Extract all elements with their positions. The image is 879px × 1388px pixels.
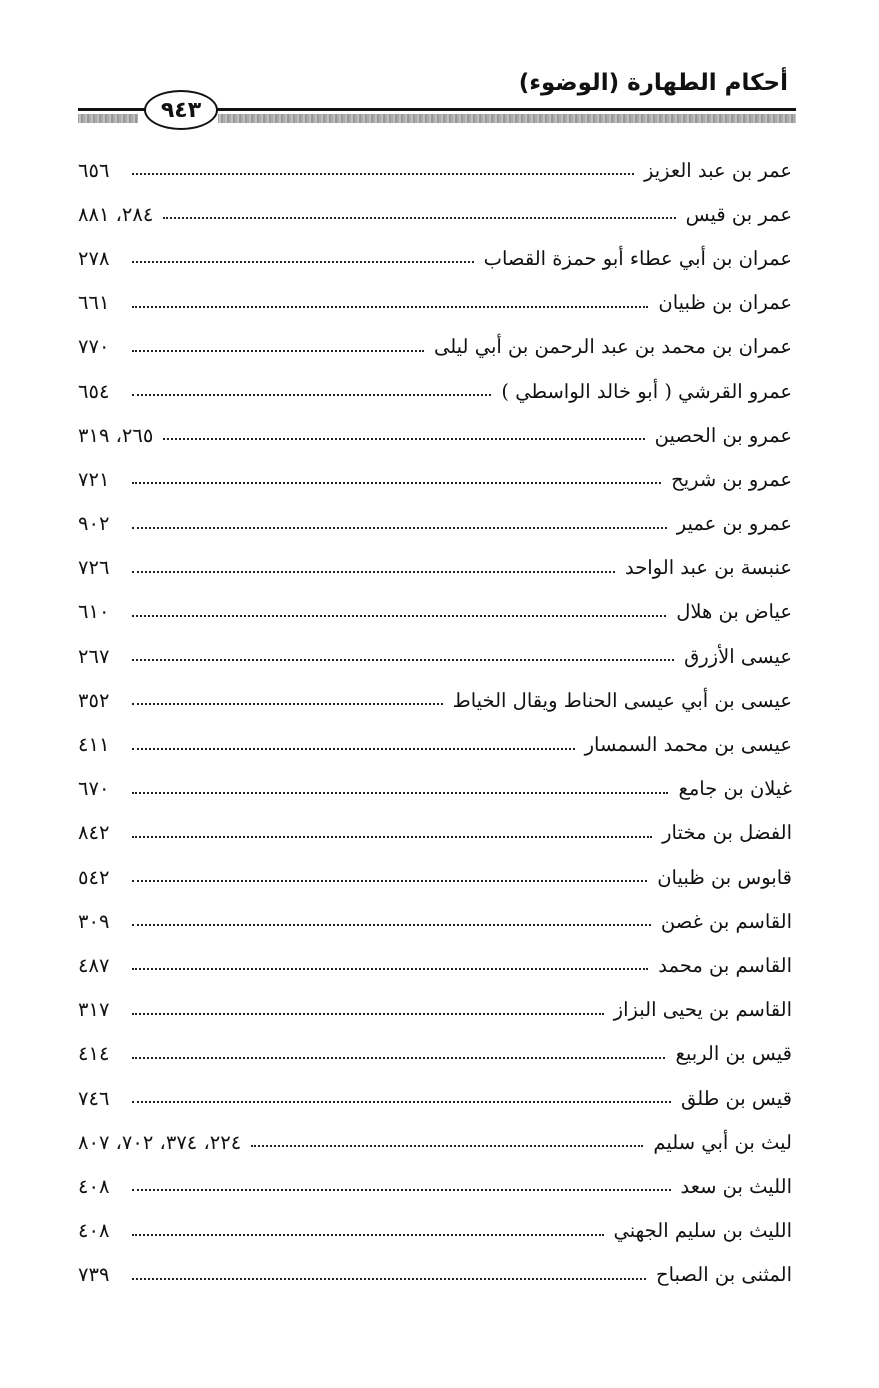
entry-pages: ٢٢٤، ٣٧٤، ٧٠٢، ٨٠٧ [78,1130,242,1154]
index-entry [78,988,792,1032]
entry-name: عمران بن محمد بن عبد الرحمن بن أبي ليلى [433,335,792,359]
dot-leader [132,615,666,617]
index-entry [78,855,792,899]
book-title: أحكام الطهارة (الوضوء) [518,70,788,96]
index-entry [78,369,792,413]
entry-pages: ٧٤٦ [78,1086,110,1110]
index-entry [78,502,792,546]
entry-pages: ٤١١ [78,733,110,757]
dot-leader [132,1189,671,1191]
index-entry [78,899,792,943]
entry-pages: ٢٧٨ [78,246,110,270]
entry-name: عمران بن ظبيان [658,291,792,315]
index-entry [78,1209,792,1253]
entry-name: القاسم بن غصن [660,909,792,933]
dot-leader [163,438,644,440]
dot-leader [132,527,667,529]
index-entry [78,1164,792,1208]
entry-name: غيلان بن جامع [678,777,792,801]
entry-pages: ٢٦٧ [78,644,110,668]
entry-name: عمر بن عبد العزيز [643,158,792,182]
index-entry [78,546,792,590]
entry-pages: ٢٨٤، ٨٨١ [78,202,154,226]
index-entry [78,1032,792,1076]
dot-leader [132,1234,604,1236]
entry-name: قابوس بن ظبيان [657,865,792,889]
index-entry [78,148,792,192]
entry-pages: ٤١٤ [78,1042,110,1066]
index-entry [78,678,792,722]
page-header [78,62,796,132]
entry-pages: ٢٦٥، ٣١٩ [78,423,154,447]
entry-name: عيسى الأزرق [684,644,792,668]
dot-leader [132,968,648,970]
entry-name: عياض بن هلال [676,600,792,624]
entry-pages: ٩٠٢ [78,512,110,536]
entry-name: القاسم بن يحيى البزاز [613,998,792,1022]
dot-leader [163,217,675,219]
index-entry [78,1120,792,1164]
header-rule-shaded-left [78,114,138,123]
entry-pages: ٧٧٠ [78,335,110,359]
entry-name: عيسى بن أبي عيسى الحناط ويقال الخياط [452,688,792,712]
dot-leader [132,306,648,308]
entry-pages: ٦٦١ [78,291,110,315]
dot-leader [132,571,615,573]
dot-leader [132,703,443,705]
entry-pages: ٧٢١ [78,467,110,491]
entry-pages: ٣٠٩ [78,909,110,933]
entry-name: عمرو بن الحصين [654,423,792,447]
dot-leader [132,1057,665,1059]
index-entry [78,281,792,325]
entry-name: قيس بن الربيع [675,1042,792,1066]
dot-leader [132,880,647,882]
dot-leader [132,659,674,661]
entry-name: ليث بن أبي سليم [653,1130,792,1154]
entry-name: عيسى بن محمد السمسار [584,733,792,757]
entry-name: عمرو بن شريح [671,467,792,491]
entry-pages: ٦٥٤ [78,379,110,403]
index-entry [78,1253,792,1297]
dot-leader [132,924,651,926]
entry-name: الفضل بن مختار [662,821,792,845]
entry-pages: ٦١٠ [78,600,110,624]
entry-pages: ٥٤٢ [78,865,110,889]
index-entry [78,811,792,855]
dot-leader [251,1145,643,1147]
entry-name: الليث بن سعد [680,1174,792,1198]
index-entry [78,634,792,678]
entry-pages: ٤٠٨ [78,1219,110,1243]
entry-name: عمرو القرشي ( أبو خالد الواسطي ) [501,379,792,403]
entry-name: عنبسة بن عبد الواحد [624,556,792,580]
index-entry [78,325,792,369]
header-rule-shaded [218,114,796,123]
entry-name: الليث بن سليم الجهني [613,1219,792,1243]
index-entry [78,192,792,236]
entry-name: قيس بن طلق [681,1086,792,1110]
entry-name: عمران بن أبي عطاء أبو حمزة القصاب [483,246,792,270]
entry-pages: ٧٢٦ [78,556,110,580]
entry-pages: ٨٤٢ [78,821,110,845]
entry-pages: ٣٥٢ [78,688,110,712]
index-entry [78,1076,792,1120]
dot-leader [132,261,474,263]
entry-pages: ٤٨٧ [78,953,110,977]
dot-leader [132,173,634,175]
index-entry [78,413,792,457]
index-entry [78,943,792,987]
index-entry [78,767,792,811]
index-list [78,148,792,1297]
dot-leader [132,350,424,352]
index-entry [78,236,792,280]
index-entry [78,722,792,766]
page-number: ٩٤٣ [144,90,218,130]
entry-pages: ٦٥٦ [78,158,110,182]
entry-name: عمرو بن عمير [676,512,792,536]
entry-name: القاسم بن محمد [658,953,792,977]
entry-pages: ٤٠٨ [78,1174,110,1198]
entry-pages: ٦٧٠ [78,777,110,801]
dot-leader [132,394,491,396]
dot-leader [132,836,652,838]
dot-leader [132,748,575,750]
dot-leader [132,792,668,794]
entry-name: عمر بن قيس [685,202,792,226]
index-entry [78,457,792,501]
dot-leader [132,482,661,484]
entry-pages: ٧٣٩ [78,1263,110,1287]
entry-name: المثنى بن الصباح [655,1263,792,1287]
dot-leader [132,1013,604,1015]
entry-pages: ٣١٧ [78,998,110,1022]
dot-leader [132,1278,646,1280]
index-entry [78,590,792,634]
dot-leader [132,1101,671,1103]
